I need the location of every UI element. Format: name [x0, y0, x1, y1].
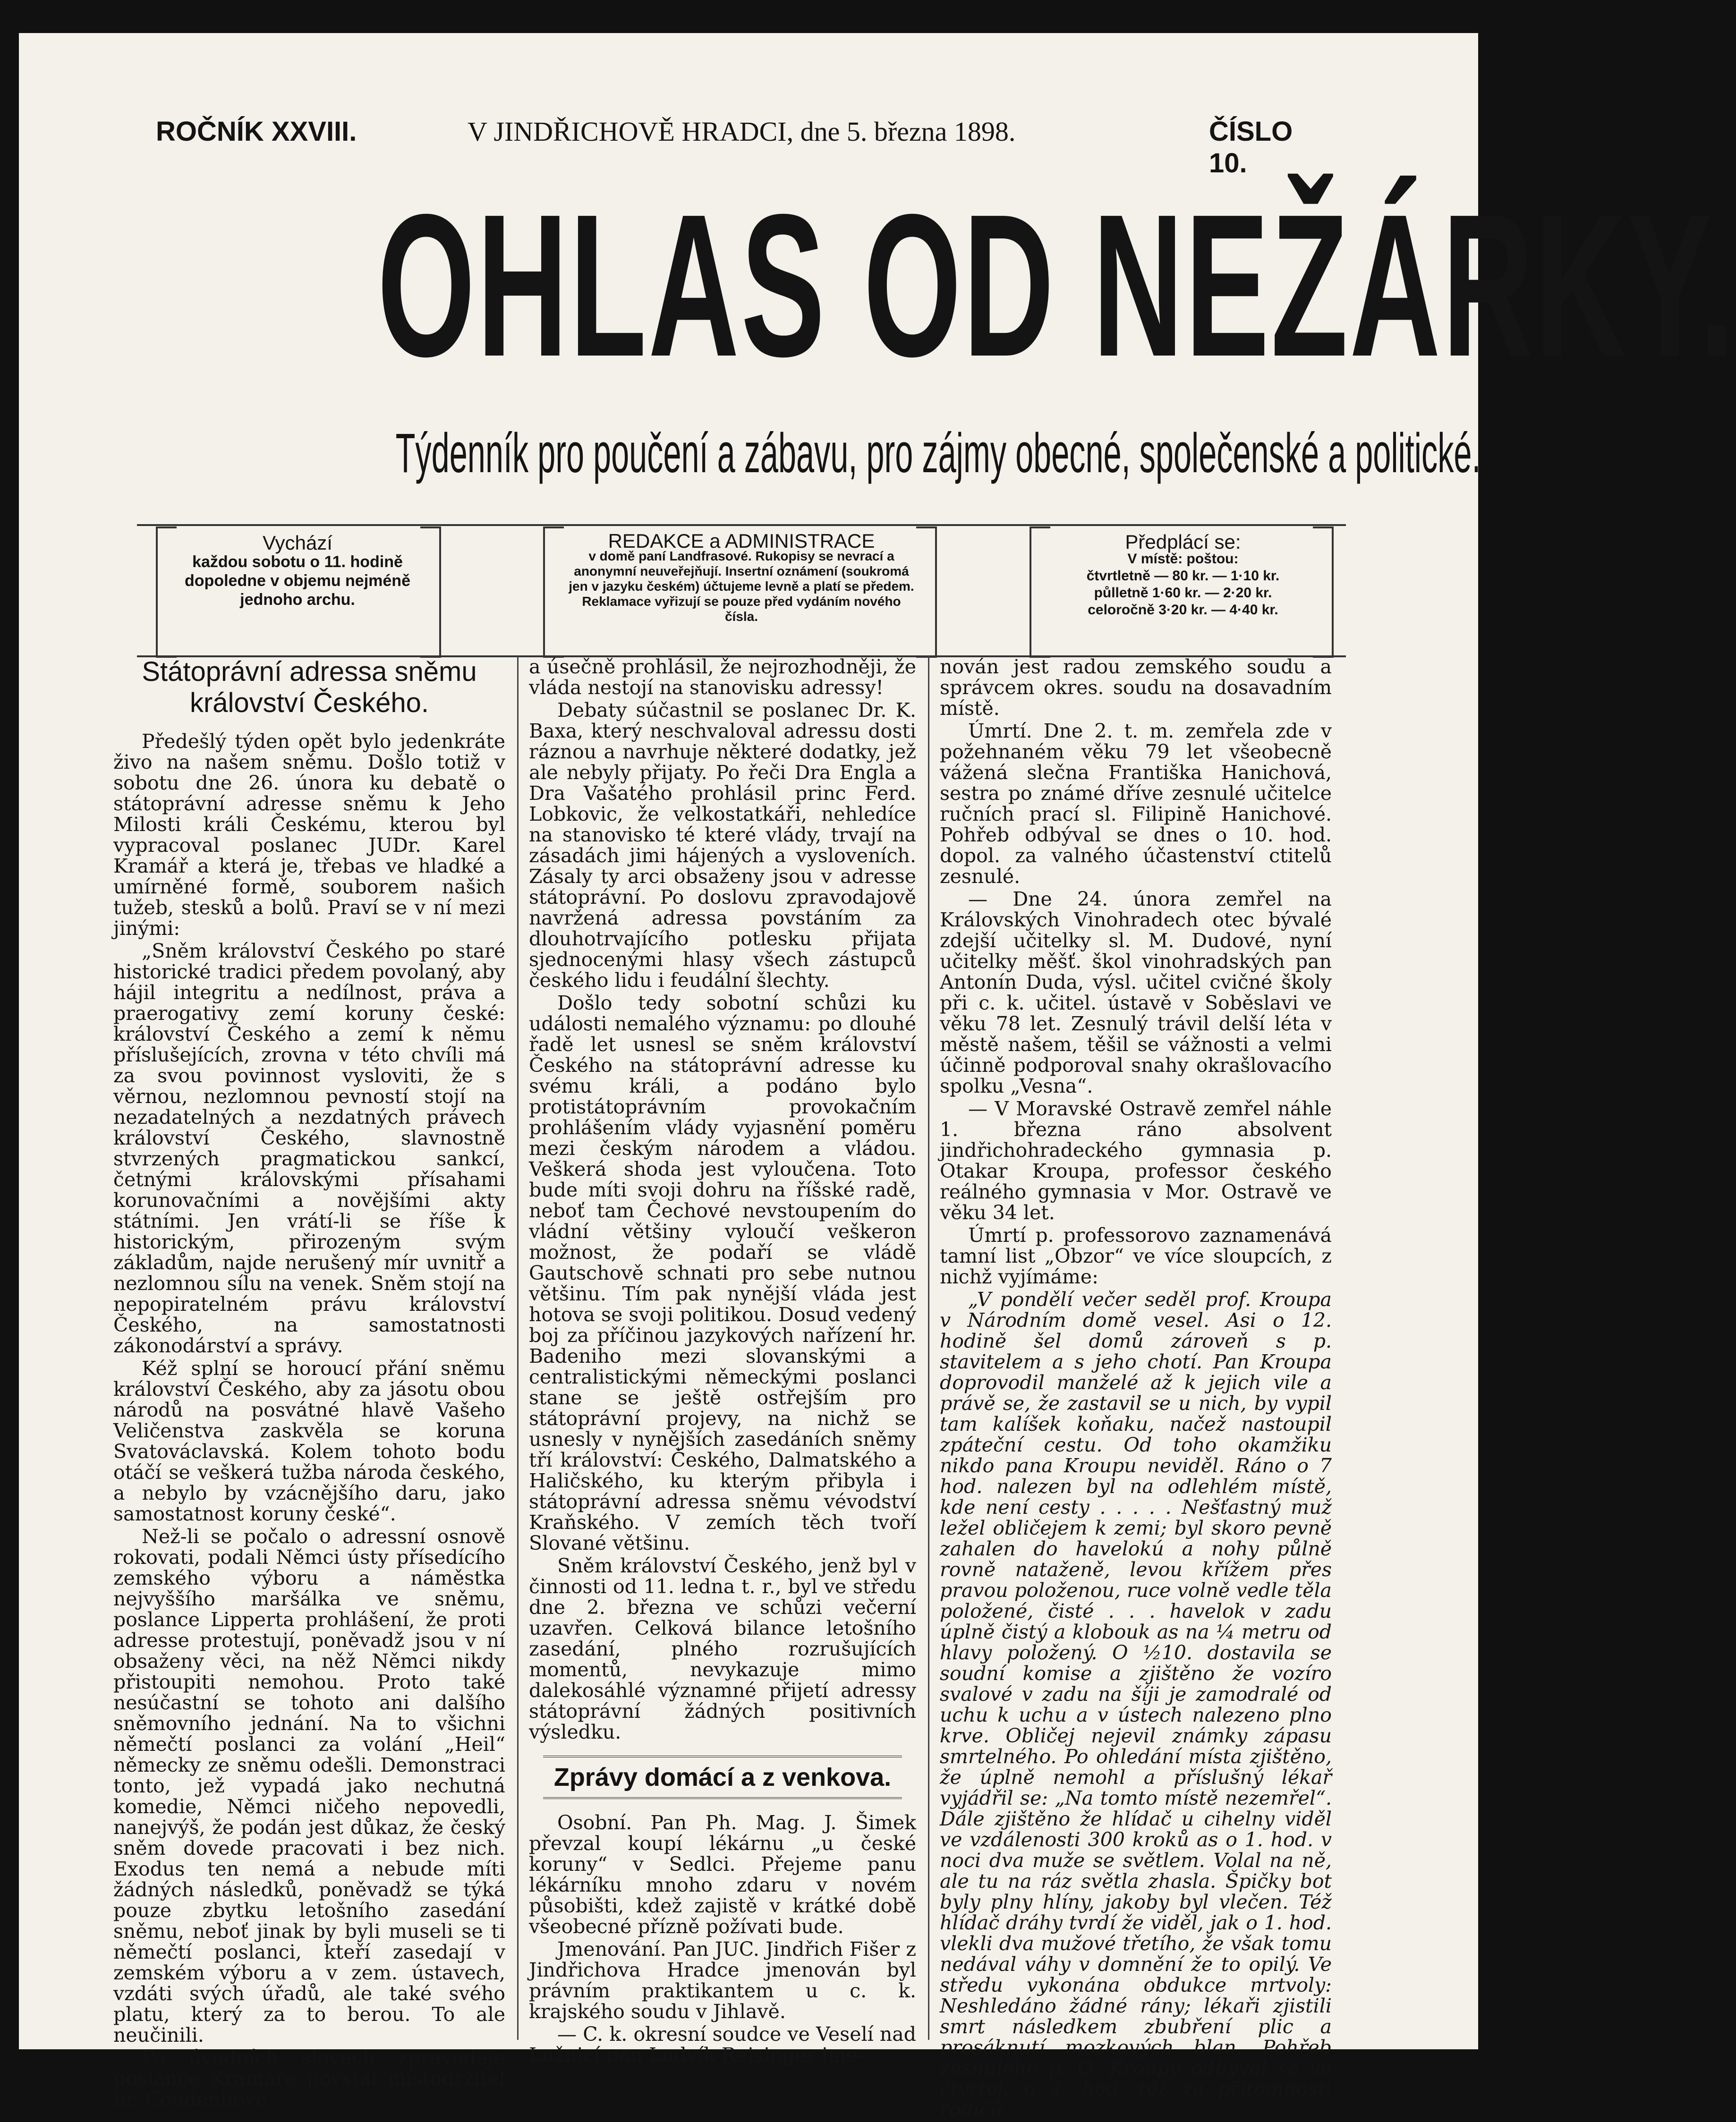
price-columns: V místě: poštou: — [1127, 551, 1239, 567]
newspaper-title: OHLAS OD NEŽÁRKY. — [377, 172, 1736, 399]
news-item: Osobní. Pan Ph. Mag. J. Šimek převzal koupí lékárnu „u české koruny“ v Sedlci. Přejeme panu lékárníku mnoho zdaru v novém působišti, kdež zajistě v krátké době všeobecné přízně požívati bude. — [529, 1811, 916, 1938]
bracket-left — [543, 526, 564, 658]
paragraph: Po úvodních slovech zpravodaje poslance Kramáře povstal místodržitel hr. Coudenhove — [113, 2046, 505, 2111]
issue-info-text: každou sobotu o 11. hodině dopoledne v objemu nejméně jednoho archu. — [185, 553, 410, 609]
paragraph: Úmrtí. Dne 2. t. m. zemřela zde v požehnaném věku 79 let všeobecně vážená slečna Františka Hanichová, sestra po známé dříve zesnulé učitelce ručních prací sl. Filipině Hanichové. Pohřeb odbýval se dnes o 10. hod. dopol. za valného účastenství ctitelů zesnulé. — [940, 720, 1332, 888]
column-divider — [928, 656, 929, 2040]
bracket-right — [1313, 526, 1334, 658]
news-item: — C. k. okresní soudce ve Veselí nad Lužnicí pan Ludvík Reisinger jme- — [529, 2023, 916, 2066]
newspaper-page — [19, 33, 1736, 2121]
paragraph: Debaty súčastnil se poslanec Dr. K. Baxa, který neschvaloval adressu dosti ráznou a navrhuje některé dodatky, jež ale nebyly přijaty. Po řeči Dra Engla a Dra Vašatého prohlásil princ Ferd. Lobkovic, že velkostatkáři, nehledíce na stanovisko té které vlády, trvají na zásadách jimi hájených a vysloveních. Zásaly ty arci obsaženy jsou v adresse státoprávní. Po doslovu zpravodajově navržená adressa povstáním za dlouhotrvajícího potlesku přijata sjednocenými hlasy všech zástupců českého lidu i feudální šlechty. — [529, 699, 916, 992]
office-info-heading: REDAKCE a ADMINISTRACE — [608, 530, 875, 552]
column-2 — [529, 656, 916, 2067]
paragraph: Došlo tedy sobotní schůzi ku události nemalého významu: po dlouhé řadě let usnesl se sněm království Českého na státoprávní adresse ku svému králi, a podáno bylo protistátoprávním provokačním prohlášením vlády vyjasnění poměru mezi českým národem a vládou. Veškerá shoda jest vyloučena. Toto bude míti svoji dohru na říšské radě, neboť tam Čechové nevstoupením do vládní většiny vyloučí veškeron možnost, že podaří se vládě Gautschově schnati pro sebe nutnou většinu. Tím pak nynější vláda jest hotova se svoji politikou. Dosud vedený boj za příčinou jazykových nařízení hr. Badeniho mezi slovanskými a centralistickými německými poslanci stane se ještě ostřejším pro státoprávní projevy, na nichž se usnesly v nynějších zasedáních sněmy tří království: Českého, Dalmatského a Haličského, ku kterým přibyla i státoprávní adressa sněmu vévodství Kraňského. V zemích těch tvoří Slované většinu. — [529, 992, 916, 1554]
article-heading: Státoprávní adressa sněmu království Českého. — [142, 656, 477, 718]
paragraph: — Dne 24. února zemřel na Královských Vinohradech otec bývalé zdejší učitelky sl. M. Dudové, nyní učitelky měšť. škol vinohradských pan Antonín Duda, výsl. učitel cvičné školy při c. k. učitel. ústavě v Soběslavi ve věku 78 let. Zesnulý trávil delší léta v městě našem, těšil se vážnosti a velmi účinně podporoval snahy okrašlovacího spolku „Vesna“. — [940, 888, 1332, 1097]
bracket-right — [916, 526, 937, 658]
paragraph: Předešlý týden opět bylo jedenkráte živo na našem sněmu. Došlo totiž v sobotu dne 26. února ku debatě o státoprávní adresse sněmu k Jeho Milosti králi Českému, kterou byl vypracoval poslanec JUDr. Karel Kramář a která je, třebas ve hladké a umírněné formě, souborem našich tužeb, stesků a bolů. Praví se v ní mezi jinými: — [113, 730, 505, 940]
paragraph: „Sněm království Českého po staré historické tradici předem povolaný, aby hájil integritu a nedílnost, práva a praerogativy zemí koruny české: království Českého a zemí k němu příslušejících, zrovna v této chvíli má za svou povinnost vysloviti, že s věrnou, nezlomnou pevností stojí na nezadatelných a nezdatných právech království Českého, slavnostně stvrzených pragmatickou sankcí, četnými královskými přísahami korunovačními a novějšími akty státními. Jen vrátí-li se říše k historickým, přirozeným svým základům, najde nerušený mír uvnitř a nezlomnou sílu na venek. Sněm stojí na nepopiratelném právu království Českého, na samostatnosti zákonodárství a správy. — [113, 940, 505, 1357]
issue-info — [179, 534, 416, 647]
paragraph: Úmrtí p. professorovo zaznamenává tamní list „Obzor“ ve více sloupcích, z nichž vyjímáme: — [940, 1224, 1332, 1288]
paragraph: Kéž splní se horoucí přání sněmu království Českého, aby za jásotu obou národů na posvátné hlavě Vašeho Veličenstva zaskvěla se koruna Svatováclavská. Kolem tohoto bodu otáčí se veškerá tužba národa českého, a nebylo by vzácnějšího daru, jako samostatnost koruny české“. — [113, 1357, 505, 1525]
office-info — [567, 530, 916, 647]
issue-number: ČÍSLO 10. — [1209, 116, 1293, 178]
issue-info-heading: Vychází — [263, 532, 332, 554]
section-heading: Zprávy domácí a z venkova. — [543, 1756, 902, 1799]
paragraph: — V Moravské Ostravě zemřel náhle 1. března ráno absolvent jindřichohradeckého gymnasia p. Otakar Kroupa, professor českého reálného gymnasia v Mor. Ostravě ve věku 34 let. — [940, 1097, 1332, 1224]
paragraph: nován jest radou zemského soudu a správcem okres. soudu na dosavadním místě. — [940, 655, 1332, 720]
column-divider — [517, 656, 519, 2040]
price-info-heading: Předplácí se: — [1125, 531, 1241, 553]
paragraph: Než-li se počalo o adressní osnově rokovati, podali Němci ústy přísedícího zemského výboru a náměstka nejvyššího maršálka ve sněmu, poslance Lipperta prohlášení, že proti adresse protestují, poněvadž jsou v ní obsaženy věci, na něž Němci nikdy přistoupiti nemohou. Proto také nesúčastní se tohoto ani dalšího sněmovního jednání. Na to všichni němečtí poslanci za volání „Heil“ německy ze sněmu odešli. Demonstraci tonto, jež vypadá jako nechutná komedie, Němci ničeho nepovedli, nanejvýš, že podán jest důkaz, že český sněm dovede pracovati i bez nich. Exodus ten nemá a nebude míti žádných následků, poněvadž se týká pouze zbytku letošního zasedání sněmu, neboť jinak by byli museli se ti němečtí poslanci, kteří zasedají v zemském výboru a v zem. ústavech, vzdáti svých úřadů, ale také svého platu, který za to berou. To ale neučinili. — [113, 1525, 505, 2046]
price-info — [1053, 531, 1313, 647]
bracket-left — [156, 526, 177, 658]
volume-label: ROČNÍK XXVIII. — [156, 116, 357, 147]
newspaper-subtitle: Týdenník pro poučení a zábavu, pro zájmy obecné, společenské a politické. — [395, 422, 1481, 484]
column-3 — [940, 656, 1332, 2122]
paragraph: Sněm království Českého, jenž byl v činnosti od 11. ledna t. r., byl ve středu dne 2. března ve schůzi večerní uzavřen. Celková bilance letošního zasedání, plného rozrušujících momentů, nevykazuje mimo dalekosáhlé významné přijetí adressy státoprávní žádných positivních výsledku. — [529, 1554, 916, 1743]
paragraph: a úsečně prohlásil, že nejrozhodněji, že vláda nestojí na stanovisku adressy! — [529, 655, 916, 699]
price-row: čtvrtletně — 80 kr. — 1·10 kr. — [1086, 568, 1280, 584]
price-row: celoročně 3·20 kr. — 4·40 kr. — [1088, 602, 1278, 618]
place-date: V JINDŘICHOVĚ HRADCI, dne 5. března 1898. — [468, 116, 1016, 147]
quoted-report: „V pondělí večer seděl prof. Kroupa v Národním domě vesel. Asi o 12. hodině šel domů zároveň s p. stavitelem a s jeho chotí. Pan Kroupa doprovodil manželé až k jejich vile a právě se, že zastavil se u nich, by vypil tam kalíšek koňaku, načež nastoupil zpáteční cestu. Od toho okamžiku nikdo pana Kroupu neviděl. Ráno o 7 hod. nalezen byl na odlehlém místě, kde není cesty . . . . . Nešťastný muž ležel obličejem k zemi; byl skoro pevně zahalen do havelokú a nohy půlně rovně nataženě, levou křížem přes pravou položenou, ruce volně vedle těla položené, čisté . . . havelok v zadu úplně čistý a klobouk as na ¼ metru od hlavy položený. O ½10. dostavila se soudní komise a zjištěno že vozíro svalové v zadu na šíji je zamodralé od uchu k uchu a v ústech nalezeno plno krve. Obličej nejevil známky zápasu smrtelného. Po ohledání místa zjištěno, že úplně nemohl a příslušný lékař vyjádřil se: „Na tomto místě nezemřel“. Dále zjištěno že hlídač u cihelny viděl ve vzdálenosti 300 kroků as o 1. hod. v noci dva muže se světlem. Volal na ně, ale tu na ráz světla zhasla. Špičky bot byly plny hlíny, jakoby byl vlečen. Též hlídač dráhy tvrdí že viděl, jak o 1. hod. vlekli dva mužové třetího, že však tomu nedával váhy v domnění že to opilý. Ve středu vykonána obdukce mrtvoly: Neshledáno žádné rány; lékaři zjistili smrt následkem zbubření plic a prosáknutí mozkových blan. Pohřeb zesnulého p. O. Kroupy odbýval se ve čtvrtek o 4. hod. též za přítomnosti rodičů. — [940, 1288, 1332, 2121]
bracket-left — [1030, 526, 1050, 658]
news-item: Jmenování. Pan JUC. Jindřich Fišer z Jindřichova Hradce jmenován byl právním praktikantem u c. k. krajského soudu v Jihlavě. — [529, 1938, 916, 2023]
bracket-right — [420, 526, 441, 658]
office-info-text: v domě paní Landfrasové. Rukopisy se nevrací a anonymní neuveřejňují. Insertní oznámení (soukromá jen v jazyku českém) účtujeme levně a platí se předem. Reklamace vyřizují se pouze před vydáním nového čísla. — [569, 549, 914, 624]
column-1 — [113, 656, 505, 2112]
top-ornament-rule — [137, 524, 1346, 526]
masthead-line — [156, 116, 1293, 178]
price-row: půlletně 1·60 kr. — 2·20 kr. — [1094, 585, 1272, 601]
